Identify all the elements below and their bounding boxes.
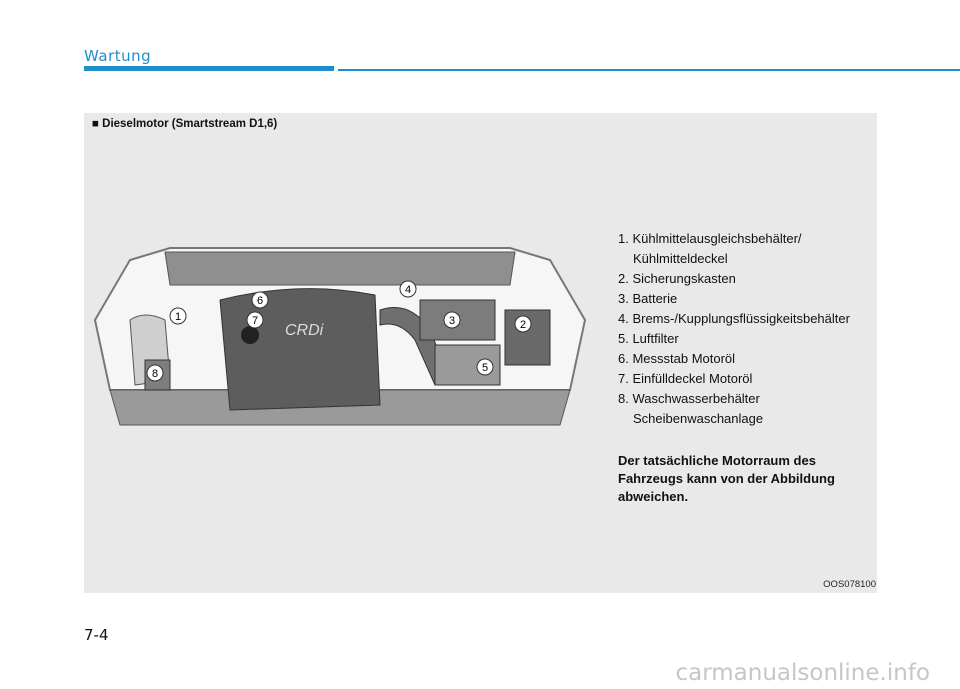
callout-marker-5 — [477, 359, 493, 375]
component-legend — [618, 229, 868, 429]
callout-marker-7 — [247, 312, 263, 328]
svg-text:2: 2 — [519, 319, 527, 331]
header-rule-thick — [84, 66, 334, 71]
callout-marker-1 — [170, 308, 186, 324]
callout-marker-2 — [515, 316, 531, 332]
engine-bay-illustration — [90, 240, 590, 440]
legend-item: 3. Batterie — [618, 291, 678, 306]
section-title: Wartung — [84, 47, 152, 65]
legend-item: 2. Sicherungskasten — [618, 271, 736, 286]
watermark: carmanualsonline.info — [675, 660, 930, 686]
header-rule-thin — [338, 69, 960, 71]
svg-text:6: 6 — [256, 295, 264, 307]
page-number: 7-4 — [84, 626, 109, 644]
legend-item: 1. Kühlmittelausgleichsbehälter/ Kühlmitteldeckel — [618, 231, 802, 266]
svg-text:1: 1 — [174, 311, 182, 323]
image-code: OOS078100 — [823, 579, 876, 590]
engine-logo-text: CRDi — [285, 322, 324, 339]
callout-marker-8 — [147, 365, 163, 381]
svg-text:5: 5 — [481, 362, 489, 374]
svg-text:4: 4 — [404, 284, 412, 296]
illustration-note: Der tatsächliche Motorraum des Fahrzeugs kann von der Abbildung abweichen. — [618, 453, 835, 504]
legend-item: 4. Brems-/Kupplungsflüssigkeitsbehälter — [618, 311, 850, 326]
callout-marker-4 — [400, 281, 416, 297]
legend-item: 6. Messstab Motoröl — [618, 351, 736, 366]
legend-item: 7. Einfülldeckel Motoröl — [618, 371, 753, 386]
figure-heading: ■ Dieselmotor (Smartstream D1,6) — [92, 118, 278, 130]
callout-marker-3 — [444, 312, 460, 328]
svg-text:3: 3 — [448, 315, 456, 327]
svg-text:7: 7 — [251, 315, 259, 327]
svg-text:8: 8 — [151, 368, 159, 380]
legend-item: 8. Waschwasserbehälter Scheibenwaschanlage — [618, 391, 764, 426]
legend-item: 5. Luftfilter — [618, 331, 679, 346]
callout-marker-6 — [252, 292, 268, 308]
